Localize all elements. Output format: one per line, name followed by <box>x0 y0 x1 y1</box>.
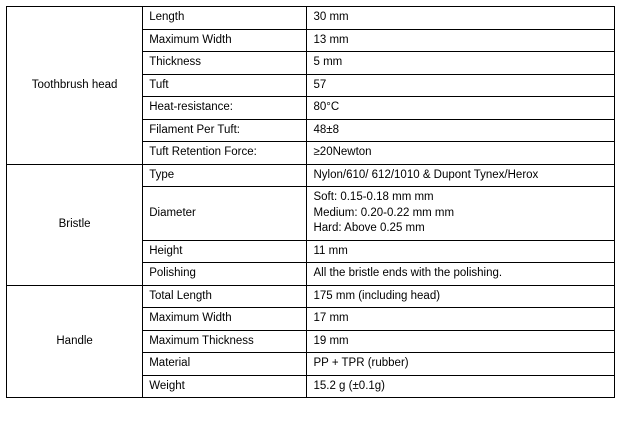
table-row <box>7 164 615 187</box>
property-cell: Diameter <box>143 187 307 241</box>
section-label-head: Toothbrush head <box>7 7 143 165</box>
section-label-bristle: Bristle <box>7 164 143 285</box>
property-cell: Maximum Thickness <box>143 330 307 353</box>
section-label-handle: Handle <box>7 285 143 398</box>
value-cell: 17 mm <box>307 308 615 331</box>
property-cell: Heat-resistance: <box>143 97 307 120</box>
property-cell: Type <box>143 164 307 187</box>
value-cell-multiline <box>307 187 615 241</box>
property-cell: Material <box>143 353 307 376</box>
table-row <box>7 285 615 308</box>
property-cell: Thickness <box>143 52 307 75</box>
value-cell: All the bristle ends with the polishing. <box>307 263 615 286</box>
value-cell: 15.2 g (±0.1g) <box>307 375 615 398</box>
value-cell: 19 mm <box>307 330 615 353</box>
value-cell: 11 mm <box>307 240 615 263</box>
value-cell: Nylon/610/ 612/1010 & Dupont Tynex/Herox <box>307 164 615 187</box>
property-cell: Height <box>143 240 307 263</box>
value-line: Medium: 0.20-0.22 mm mm <box>313 206 455 219</box>
property-cell: Tuft Retention Force: <box>143 142 307 165</box>
value-line: Soft: 0.15-0.18 mm mm <box>313 191 434 204</box>
specification-table <box>6 6 615 398</box>
property-cell: Total Length <box>143 285 307 308</box>
property-cell: Length <box>143 7 307 30</box>
value-cell: PP + TPR (rubber) <box>307 353 615 376</box>
value-line: Hard: Above 0.25 mm <box>313 222 425 235</box>
value-cell: 13 mm <box>307 29 615 52</box>
value-cell: 57 <box>307 74 615 97</box>
value-cell: 80°C <box>307 97 615 120</box>
value-cell: 175 mm (including head) <box>307 285 615 308</box>
property-cell: Maximum Width <box>143 29 307 52</box>
property-cell: Filament Per Tuft: <box>143 119 307 142</box>
property-cell: Tuft <box>143 74 307 97</box>
property-cell: Weight <box>143 375 307 398</box>
value-cell: 48±8 <box>307 119 615 142</box>
property-cell: Maximum Width <box>143 308 307 331</box>
value-cell: ≥20Newton <box>307 142 615 165</box>
property-cell: Polishing <box>143 263 307 286</box>
value-cell: 5 mm <box>307 52 615 75</box>
value-cell: 30 mm <box>307 7 615 30</box>
table-row <box>7 7 615 30</box>
